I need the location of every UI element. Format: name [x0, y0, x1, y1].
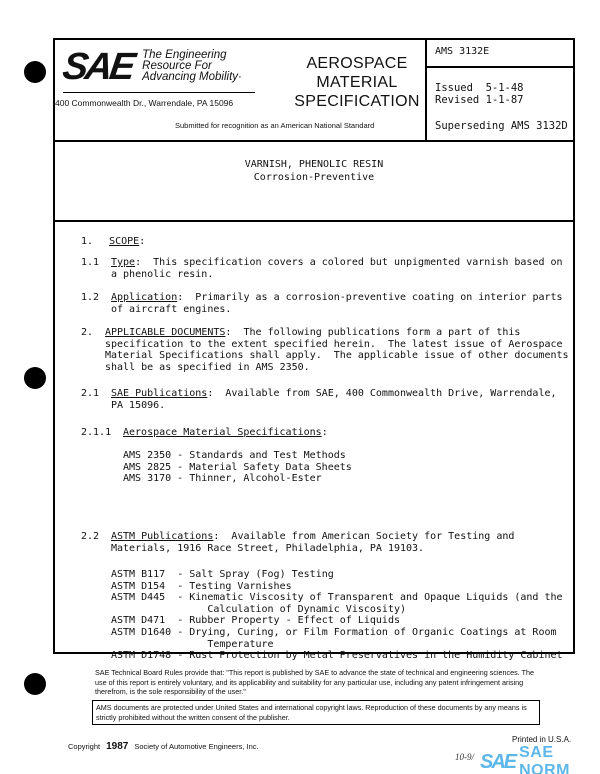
list-item: Calculation of Dynamic Viscosity) — [111, 603, 407, 615]
punch-hole-top — [24, 61, 46, 83]
list-item: ASTM D445 - Kinematic Viscosity of Transparent and Opaque Liquids (and the — [111, 592, 563, 604]
punch-hole-bottom — [24, 673, 46, 695]
list-item: ASTM D1748 - Rust Protection by Metal Preservatives in the Humidity Cabinet — [111, 650, 563, 662]
list-item: ASTM B117 - Salt Spray (Fog) Testing — [111, 569, 334, 580]
list-item: ASTM D154 - Testing Varnishes — [111, 580, 292, 592]
address: 400 Commonwealth Dr., Warrendale, PA 15096 — [55, 98, 234, 108]
section-1: 1. SCOPE: — [81, 236, 146, 247]
header-right — [425, 40, 575, 140]
astm-list — [111, 569, 563, 662]
printed-in: Printed in U.S.A. — [512, 735, 572, 744]
divider — [63, 92, 255, 93]
watermark-text: SAE NORM — [519, 744, 571, 774]
ams-list — [123, 450, 352, 485]
list-item: AMS 3170 - Thinner, Alcohol-Ester — [123, 473, 322, 484]
revised-date: Revised 1-1-87 — [435, 94, 524, 106]
title-block — [55, 140, 573, 222]
board-rules-notice: SAE Technical Board Rules provide that: "This report is published by SAE to advance the state of technical and engineering sciences. The use of this report is entirely voluntary, and its applicability and suitability for any particular use, including any patent infringement arising therefrom, is the sole responsibility of the user." — [95, 668, 534, 696]
doc-title: VARNISH, PHENOLIC RESIN — [244, 159, 384, 170]
document-frame: SAE The Engineering Resource For Advancing Mobility· 400 Commonwealth Dr., Warrendale, PA 15096 AEROSPACE MATERIAL SPECIFICATION Submitted for recognition as an American National Standard AMS 3132E Issued 5-1-48 Revised 1-1-87 Superseding AMS 3132D VARNISH, PHENOLIC RESIN Corrosion-Preventive 1. SCOPE: 1.1 Type: This specification covers a colored but unpigmented varnish based on a phenolic resin. 1.2 Application: Primarily as a corrosion-preventive coating on interior parts of aircraft engines. 2. APPLICABLE DOCUMENTS: The following publications form a part of this specification to the extent specified herein. The latest issue of Aerospace Material Specifications shall apply. The applicable issue of other documents shall be as specified in AMS 2350. 2.1 SAE Publications: Available from SAE, 400 Commonwealth Drive, Warrendale, PA 15096. 2.1.1 Aerospace Material Specifications: AMS 2350 - Standards and Test Methods AMS 2825 - Material Safety Data Sheets AMS 3170 - Thinner, Alcohol-Ester 2.2 ASTM Publications: Available from American Society for Testing and Materials, 1916 Race Street, Philadelphia, PA 19103. ASTM B117 - Salt Spray (Fog) Testing ASTM D154 - Testing Varnishes ASTM D445 - Kinematic Viscosity of Transparent and Opaque Liquids (and the Calculation of Dynamic Viscosity) ASTM D471 - Rubber Property - Effect of Liquids ASTM D1640 - Drying, Curing, or Film Formation of Organic Coatings at Room Temperature ASTM D1748 - Rust Protection by Metal Preservatives in the Humidity Cabinet — [53, 38, 575, 654]
doc-type: AEROSPACE MATERIAL SPECIFICATION — [294, 55, 420, 110]
doc-number: AMS 3132E — [427, 40, 575, 68]
dates — [435, 82, 524, 106]
list-item: ASTM D471 - Rubber Property - Effect of Liquids — [111, 615, 400, 627]
watermark-logo: SAE — [480, 750, 516, 773]
list-item: Temperature — [111, 638, 274, 650]
list-item: ASTM D1640 - Drying, Curing, or Film Formation of Organic Coatings at Room — [111, 626, 557, 638]
header-left — [55, 40, 425, 140]
list-item: AMS 2350 - Standards and Test Methods — [123, 450, 346, 461]
tagline: The Engineering Resource For Advancing Mobility· — [142, 49, 242, 83]
copyright-line: Copyright 1987 Society of Automotive Engineers, Inc. — [68, 741, 259, 752]
ansi-note: Submitted for recognition as an American National Standard — [175, 121, 375, 130]
list-item: AMS 2825 - Material Safety Data Sheets — [123, 461, 352, 473]
issued-date: Issued 5-1-48 — [435, 82, 524, 94]
handwritten-mark: 10-9/ — [455, 752, 474, 762]
sae-logo: SAE — [60, 45, 136, 88]
sae-norm-watermark — [480, 744, 600, 774]
punch-hole-middle — [24, 367, 46, 389]
doc-subtitle: Corrosion-Preventive — [253, 172, 375, 183]
superseding: Superseding AMS 3132D — [435, 120, 568, 132]
copyright-protection-notice: AMS documents are protected under United States and international copyright laws. Reproduction of these documents by any means is strictly prohibited without the written consent of the publisher. — [92, 700, 540, 725]
